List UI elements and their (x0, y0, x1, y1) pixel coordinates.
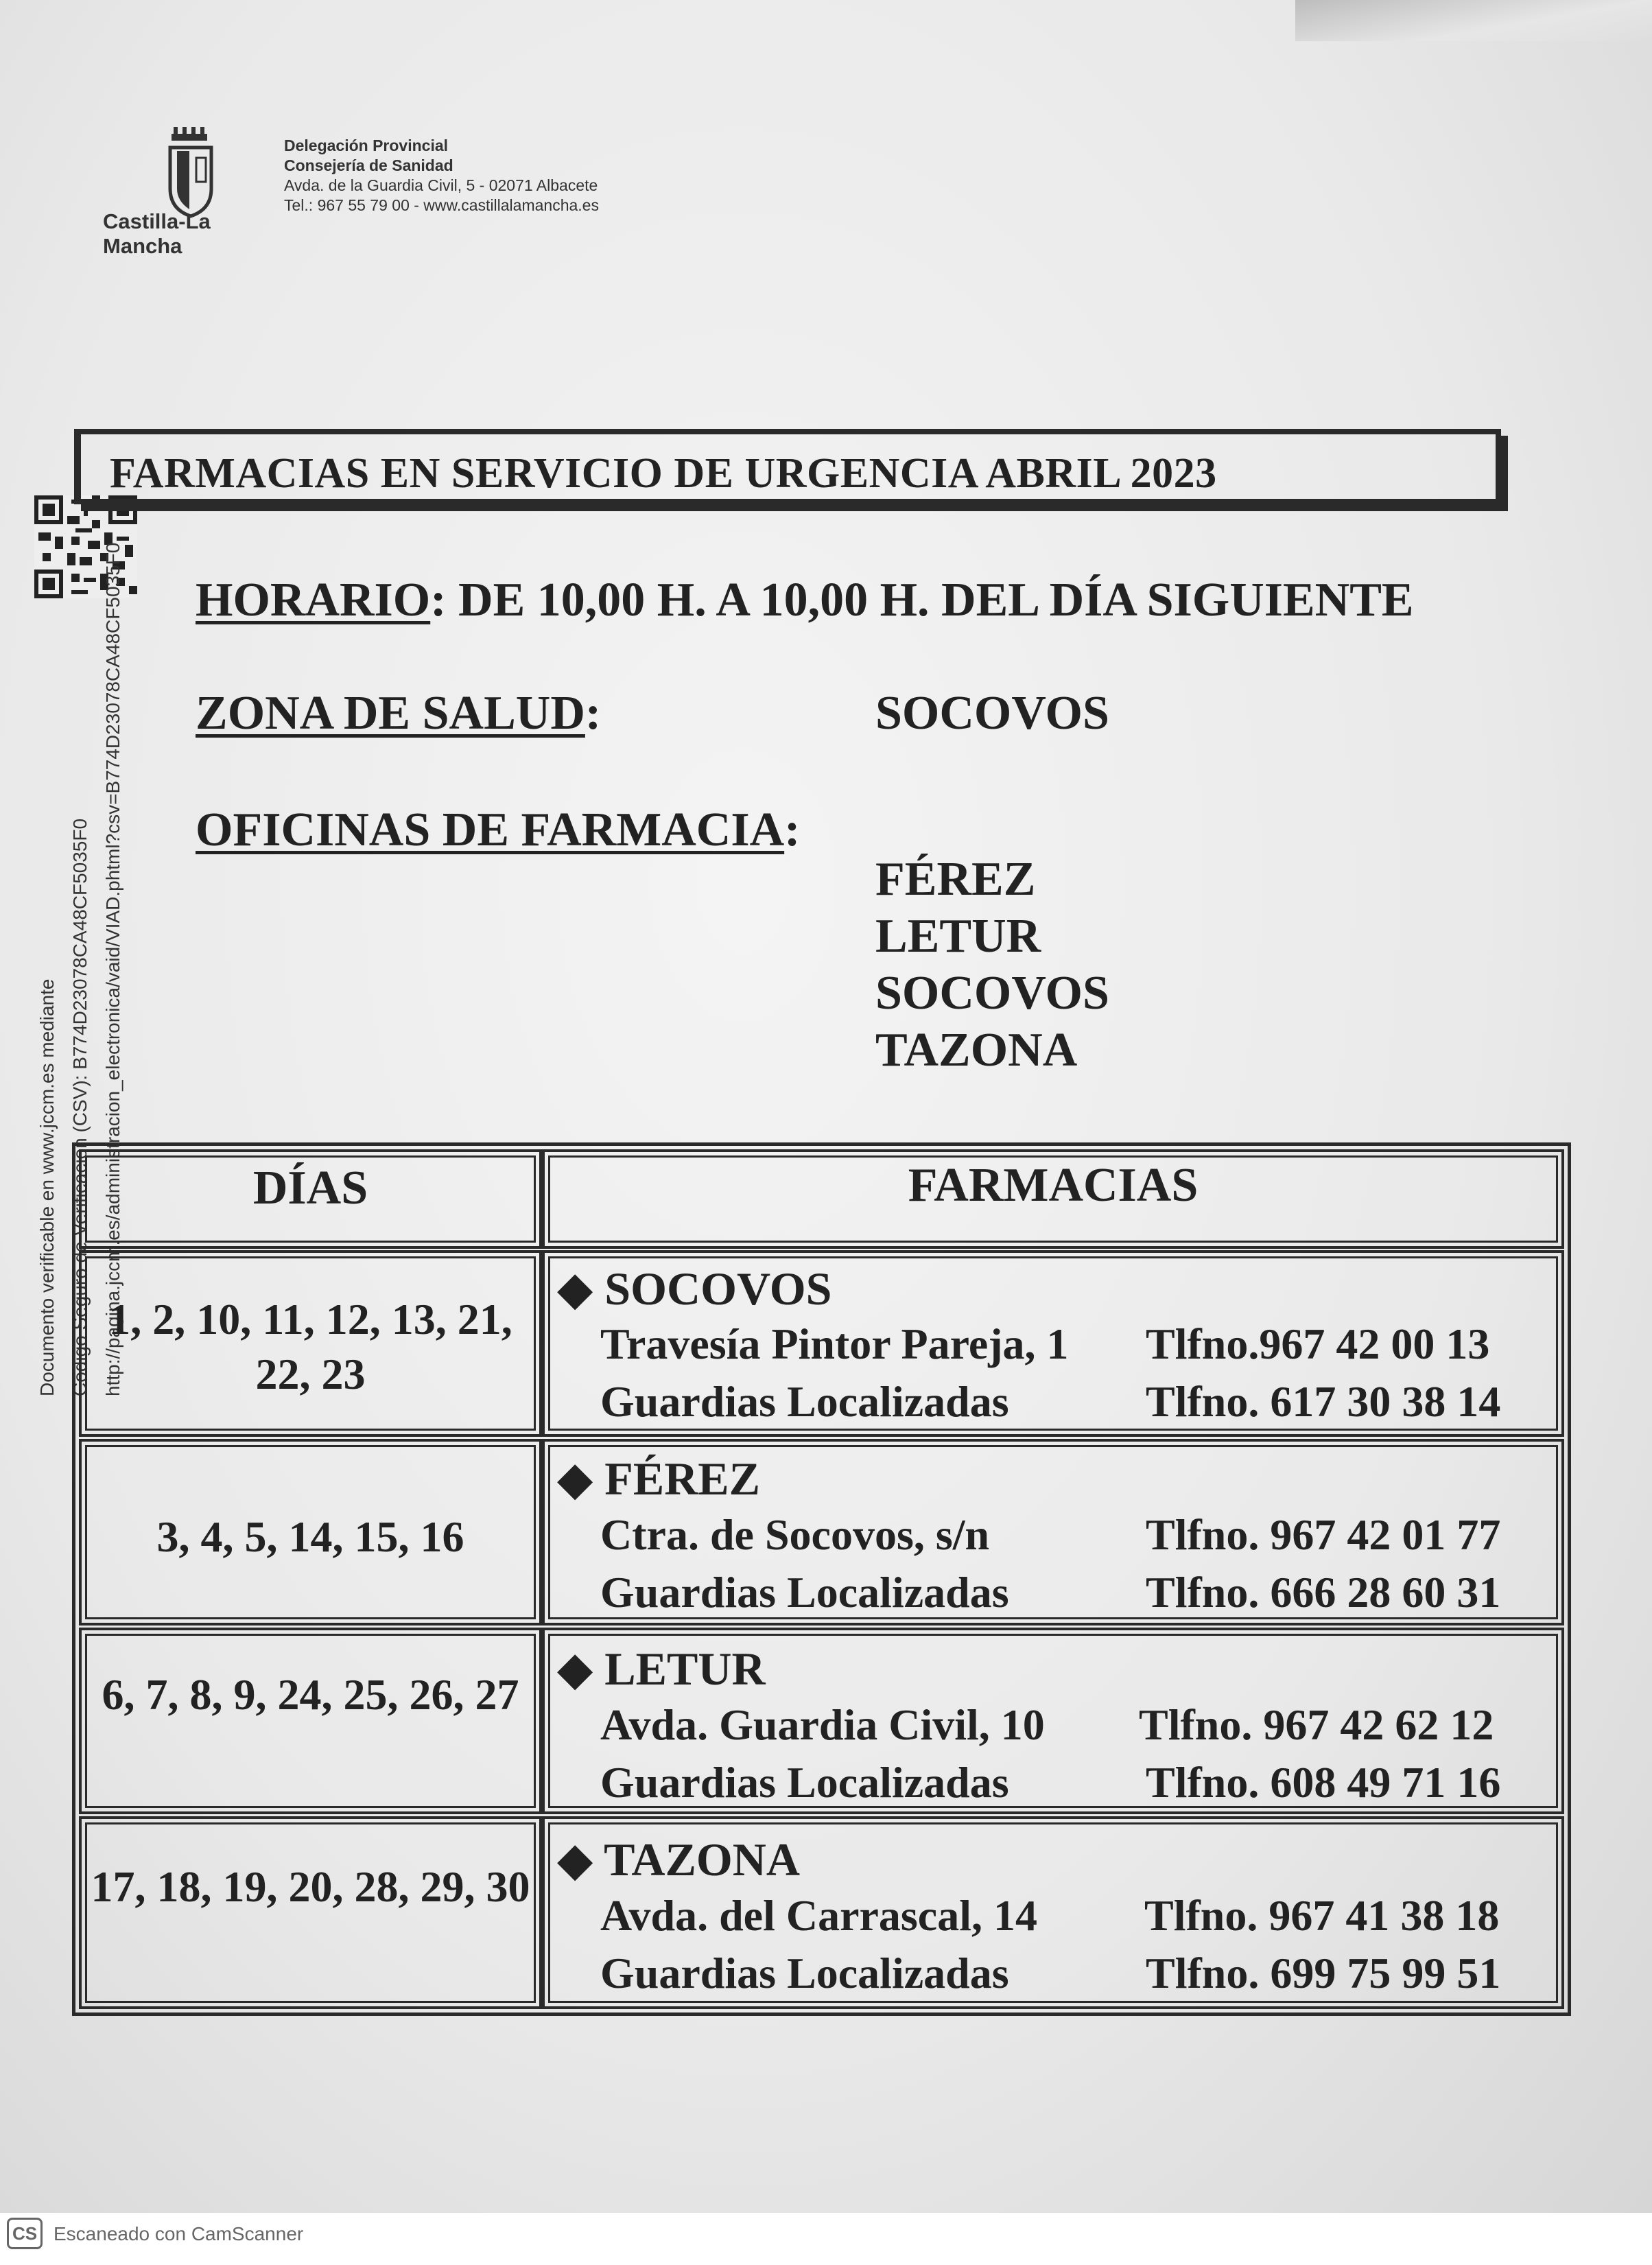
logo-wordmark: Castilla-La Mancha (103, 209, 211, 258)
oficinas-line (196, 803, 800, 858)
row-3-phone: Tlfno. 967 42 62 12 (1139, 1700, 1494, 1749)
row-3-address: Avda. Guardia Civil, 10 (600, 1700, 1045, 1749)
row-3-days: 6, 7, 8, 9, 24, 25, 26, 27 (102, 1670, 519, 1719)
row-2-address: Ctra. de Socovos, s/n (600, 1510, 990, 1559)
side-line-3: http://pagina.jccm.es/administracion_electronica/vaid/VIAD.phtml?csv=B774D23078CA48CF5035F0 (102, 542, 123, 1396)
oficina-item: FÉREZ (875, 853, 1036, 906)
row-1-days: 1, 2, 10, 11, 12, 13, 21, 22, 23 (108, 1295, 512, 1398)
row-1-name: SOCOVOS (604, 1263, 832, 1315)
row-1-guard-phone: Tlfno. 617 30 38 14 (1146, 1377, 1501, 1426)
horario-label: HORARIO (196, 574, 431, 626)
row-3-guard-phone: Tlfno. 608 49 71 16 (1146, 1758, 1501, 1807)
org-line-4: Tel.: 967 55 79 00 - www.castillalamancha.es (284, 196, 599, 214)
camscanner-caption: Escaneado con CamScanner (54, 2223, 304, 2244)
row-1-pharmacy-name: ◆ SOCOVOS (557, 1263, 832, 1315)
row-2-pharmacy-name: ◆ FÉREZ (557, 1453, 761, 1505)
page-fold-shadow (1295, 0, 1652, 41)
horario-line (196, 573, 1414, 628)
zona-colon: : (585, 687, 602, 740)
row-4-name: TAZONA (604, 1833, 800, 1886)
row-3-pharmacy-name: ◆ LETUR (557, 1643, 766, 1695)
side-line-1: Documento verificable en www.jccm.es mediante (36, 978, 58, 1396)
zona-label: ZONA DE SALUD (196, 687, 585, 740)
row-4-guard-label: Guardias Localizadas (600, 1949, 1009, 1997)
header-pharmacies: FARMACIAS (908, 1159, 1199, 1212)
row-4-pharmacy-name: ◆ TAZONA (557, 1833, 800, 1886)
row-2-name: FÉREZ (604, 1453, 761, 1505)
organization-address (284, 136, 599, 215)
zona-line (196, 686, 601, 741)
oficinas-colon: : (784, 803, 801, 856)
oficina-item: SOCOVOS (875, 967, 1109, 1020)
row-4-days: 17, 18, 19, 20, 28, 29, 30 (91, 1862, 530, 1911)
org-line-3: Avda. de la Guardia Civil, 5 - 02071 Albacete (284, 176, 598, 194)
oficina-item: TAZONA (875, 1024, 1078, 1077)
org-line-1: Delegación Provincial (284, 137, 449, 154)
row-2-phone: Tlfno. 967 42 01 77 (1146, 1510, 1501, 1559)
zona-value: SOCOVOS (875, 687, 1109, 740)
row-1-address: Travesía Pintor Pareja, 1 (600, 1319, 1069, 1368)
side-line-2: Código Seguro de Verificación (CSV): B774D23078CA48CF5035F0 (69, 818, 91, 1396)
row-3-guard-label: Guardias Localizadas (600, 1758, 1009, 1807)
row-1-phone: Tlfno.967 42 00 13 (1146, 1319, 1490, 1368)
row-4-address: Avda. del Carrascal, 14 (600, 1891, 1037, 1940)
row-1-guard-label: Guardias Localizadas (600, 1377, 1009, 1426)
row-4-phone: Tlfno. 967 41 38 18 (1144, 1891, 1500, 1940)
oficina-item: LETUR (875, 910, 1041, 963)
horario-text: : DE 10,00 H. A 10,00 H. DEL DÍA SIGUIENTE (430, 574, 1414, 626)
oficinas-list (875, 851, 1109, 1079)
row-2-guard-label: Guardias Localizadas (600, 1568, 1009, 1617)
page-title: FARMACIAS EN SERVICIO DE URGENCIA ABRIL 2023 (110, 450, 1217, 497)
org-line-2: Consejería de Sanidad (284, 156, 453, 174)
row-3-name: LETUR (604, 1643, 766, 1695)
header-days: DÍAS (252, 1162, 368, 1214)
row-4-guard-phone: Tlfno. 699 75 99 51 (1146, 1949, 1501, 1997)
row-2-days: 3, 4, 5, 14, 15, 16 (156, 1512, 464, 1561)
oficinas-label: OFICINAS DE FARMACIA (196, 803, 785, 856)
row-2-guard-phone: Tlfno. 666 28 60 31 (1146, 1568, 1501, 1617)
camscanner-logo-icon: CS (7, 2218, 43, 2249)
